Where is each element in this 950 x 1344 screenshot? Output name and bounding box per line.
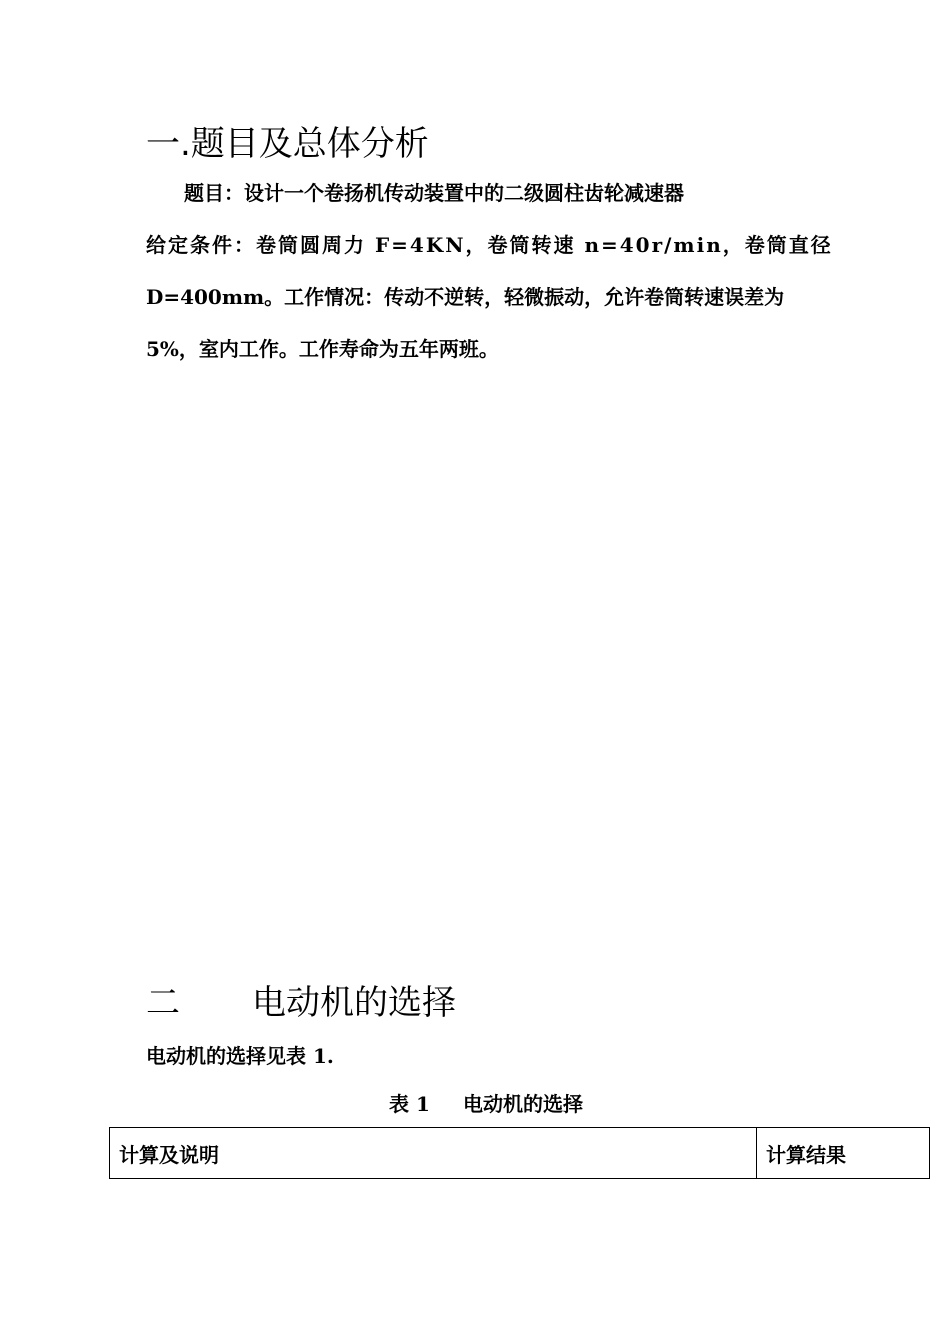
conditions-line-2: D=400mm。工作情况：传动不逆转，轻微振动，允许卷筒转速误差为	[146, 285, 785, 309]
table-header-row	[110, 1128, 930, 1179]
topic-line: 题目：设计一个卷扬机传动装置中的二级圆柱齿轮减速器	[184, 181, 684, 205]
motor-intro-line: 电动机的选择见表 1.	[146, 1044, 334, 1068]
motor-selection-table	[109, 1127, 930, 1179]
conditions-line-3: 5%，室内工作。工作寿命为五年两班。	[146, 337, 499, 361]
table-caption-title: 电动机的选择	[463, 1092, 583, 1116]
section-2-number: 二	[146, 983, 180, 1023]
table-header-calc-result: 计算结果	[757, 1128, 930, 1179]
conditions-line-1: 给定条件：卷筒圆周力 F=4KN，卷筒转速 n=40r/min，卷筒直径	[146, 233, 833, 257]
section-2-heading: 电动机的选择	[252, 983, 456, 1023]
table-caption-number: 表 1	[389, 1092, 430, 1116]
table-header-calc-description: 计算及说明	[110, 1128, 757, 1179]
section-1-heading: 一.题目及总体分析	[146, 124, 429, 164]
